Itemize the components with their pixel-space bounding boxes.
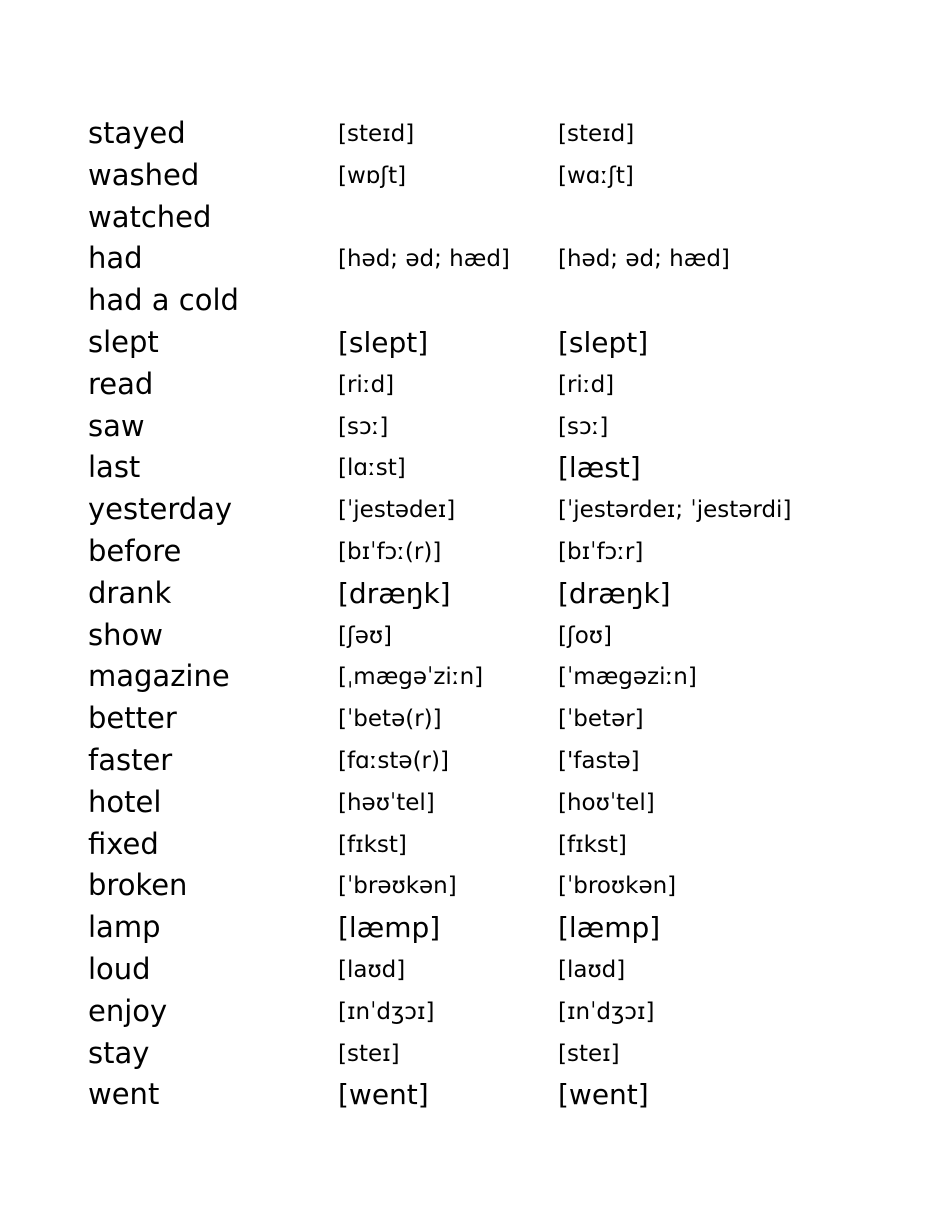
us-pronunciation: [fɪkst] — [558, 831, 627, 858]
uk-pronunciation: [həd; əd; hæd] — [338, 246, 510, 273]
word: saw — [88, 408, 145, 443]
uk-pronunciation: [læmp] — [338, 911, 441, 945]
uk-pronunciation: [laʊd] — [338, 956, 406, 983]
us-pronunciation: [ˈmægəziːn] — [558, 664, 697, 691]
word: faster — [88, 742, 173, 777]
us-pronunciation: [ʃoʊ] — [558, 622, 612, 649]
word: enjoy — [88, 993, 168, 1028]
us-pronunciation: [slept] — [558, 325, 649, 359]
uk-pronunciation: [həʊˈtel] — [338, 789, 435, 816]
us-pronunciation: [læmp] — [558, 911, 661, 945]
us-pronunciation: [bɪˈfɔːr] — [558, 538, 644, 565]
uk-pronunciation: [ˌmægəˈziːn] — [338, 664, 484, 691]
uk-pronunciation: [steɪd] — [338, 121, 415, 147]
vocab-row-better — [88, 698, 888, 740]
vocab-row-stay — [88, 1033, 888, 1075]
vocab-row-before — [88, 531, 888, 573]
word: had a cold — [88, 283, 239, 318]
uk-pronunciation: [ʃəʊ] — [338, 622, 393, 649]
vocab-row-went — [88, 1074, 888, 1116]
vocab-row-loud — [88, 949, 888, 991]
uk-pronunciation: [went] — [338, 1078, 429, 1112]
word: yesterday — [88, 492, 233, 527]
vocab-row-had — [88, 238, 888, 280]
uk-pronunciation: [lɑːst] — [338, 455, 406, 482]
us-pronunciation: [went] — [558, 1078, 649, 1112]
vocab-row-washed — [88, 155, 888, 197]
uk-pronunciation: [ɪnˈdʒɔɪ] — [338, 998, 435, 1025]
us-pronunciation: [ɪnˈdʒɔɪ] — [558, 998, 655, 1025]
us-pronunciation: [steɪd] — [558, 121, 635, 147]
word: lamp — [88, 910, 161, 945]
us-pronunciation: [wɑːʃt] — [558, 162, 634, 189]
uk-pronunciation: [fɑːstə(r)] — [338, 747, 449, 774]
vocab-row-drank — [88, 573, 888, 615]
us-pronunciation: [læst] — [558, 451, 641, 485]
uk-pronunciation: [bɪˈfɔː(r)] — [338, 538, 442, 565]
vocab-row-watched — [88, 197, 888, 239]
vocab-row-had-a-cold — [88, 280, 888, 322]
vocabulary-list — [88, 113, 888, 1116]
word: fixed — [88, 826, 159, 861]
word: washed — [88, 157, 200, 192]
vocab-row-stayed — [88, 113, 888, 155]
word: drank — [88, 575, 172, 610]
uk-pronunciation: [ˈbetə(r)] — [338, 706, 442, 733]
vocab-row-read — [88, 364, 888, 406]
us-pronunciation: ['fastə] — [558, 747, 640, 774]
vocab-row-hotel — [88, 782, 888, 824]
uk-pronunciation: [dræŋk] — [338, 576, 451, 610]
word: show — [88, 617, 163, 652]
uk-pronunciation: [ˈjestədeɪ] — [338, 497, 456, 524]
word: hotel — [88, 784, 162, 819]
vocab-row-enjoy — [88, 991, 888, 1033]
us-pronunciation: [laʊd] — [558, 956, 626, 983]
uk-pronunciation: [slept] — [338, 325, 429, 359]
us-pronunciation: [hoʊˈtel] — [558, 789, 655, 816]
word: read — [88, 366, 154, 401]
word: last — [88, 450, 141, 485]
us-pronunciation: [dræŋk] — [558, 576, 671, 610]
us-pronunciation: [riːd] — [558, 371, 615, 398]
vocab-row-broken — [88, 865, 888, 907]
vocab-row-yesterday — [88, 489, 888, 531]
vocab-row-saw — [88, 406, 888, 448]
us-pronunciation: [ˈbroʊkən] — [558, 873, 677, 900]
us-pronunciation: [sɔː] — [558, 413, 609, 440]
us-pronunciation: [steɪ] — [558, 1040, 620, 1067]
word: magazine — [88, 659, 230, 694]
uk-pronunciation: [sɔː] — [338, 413, 389, 440]
word: before — [88, 533, 182, 568]
word: went — [88, 1077, 160, 1112]
vocab-row-slept — [88, 322, 888, 364]
vocab-row-last — [88, 447, 888, 489]
uk-pronunciation: [riːd] — [338, 371, 395, 398]
word: stay — [88, 1035, 150, 1070]
word: better — [88, 701, 177, 736]
uk-pronunciation: [wɒʃt] — [338, 162, 407, 189]
uk-pronunciation: [fɪkst] — [338, 831, 407, 858]
word: watched — [88, 199, 212, 234]
uk-pronunciation: [steɪ] — [338, 1040, 400, 1067]
uk-pronunciation: [ˈbrəʊkən] — [338, 873, 457, 900]
us-pronunciation: [ˈjestərdeɪ; ˈjestərdi] — [558, 497, 792, 524]
word: slept — [88, 324, 159, 359]
word: had — [88, 241, 143, 276]
vocab-row-magazine — [88, 656, 888, 698]
vocab-row-show — [88, 615, 888, 657]
word: broken — [88, 868, 188, 903]
vocab-row-faster — [88, 740, 888, 782]
vocab-row-fixed — [88, 824, 888, 866]
us-pronunciation: [həd; əd; hæd] — [558, 246, 730, 273]
us-pronunciation: [ˈbetər] — [558, 706, 644, 733]
word: stayed — [88, 116, 186, 150]
word: loud — [88, 951, 151, 986]
vocab-row-lamp — [88, 907, 888, 949]
